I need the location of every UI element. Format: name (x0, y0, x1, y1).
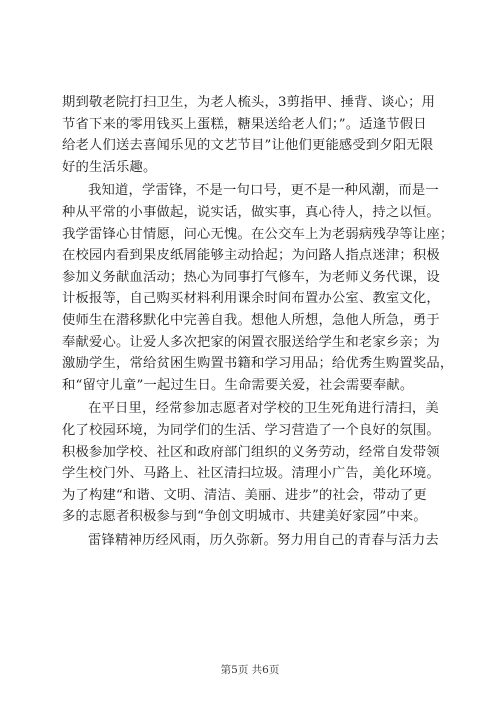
text-line: 雷锋精神历经风雨，历久弥新。努力用自己的青春与活力去 (88, 532, 439, 548)
text-line: 多的志愿者积极参与到“争创文明城市、共建美好家园”中来。 (62, 509, 427, 525)
text-line: 种从平常的小事做起，说实话，做实事，真心待人，持之以恒。 (62, 204, 440, 220)
paragraph-4 (62, 530, 438, 552)
paragraph-2 (62, 180, 454, 396)
text-line: 学生校门外、马路上、社区清扫垃圾。清理小广告，美化环境。 (62, 466, 440, 482)
text-line: 为了构建“和谐、文明、清洁、美丽、进步”的社会，带动了更 (62, 487, 427, 503)
text-line: 给老人们送去喜闻乐见的文艺节目”让他们更能感受到夕阳无限 (62, 138, 434, 154)
text-line: 积极参加学校、社区和政府部门组织的义务劳动，经常自发带领 (62, 444, 440, 460)
paragraph-3 (62, 398, 438, 528)
text-line: 参加义务献血活动；热心为同事打气修车，为老师义务代课，设 (62, 269, 440, 285)
text-line: 奉献爱心。让爱人多次把家的闲置衣服送给学生和老家乡亲；为 (62, 334, 440, 350)
text-line: 节省下来的零用钱买上蛋糕，糖果送给老人们；”。适逢节假日 (62, 116, 427, 132)
text-line: 计板报等，自己购买材料利用课余时间布置办公室、教室文化， (62, 291, 440, 307)
text-line: 在校园内看到果皮纸屑能够主动拾起；为问路人指点迷津；积极 (62, 248, 440, 264)
text-line: 我知道，学雷锋，不是一句口号，更不是一种风潮，而是一 (88, 183, 439, 199)
paragraph-1 (62, 92, 438, 178)
page-footer: 第5页 共6页 (220, 664, 280, 676)
text-line: 和“留守儿童”一起过生日。生命需要关爱，社会需要奉献。 (62, 377, 414, 393)
text-line: 激励学生，常给贫困生购置书籍和学习用品；给优秀生购置奖品， (62, 356, 454, 372)
text-line: 我学雷锋心甘情愿，问心无愧。在公交车上为老弱病残孕等让座； (62, 226, 454, 242)
text-line: 期到敬老院打扫卫生，为老人梳头，3剪指甲、捶背、谈心；用 (62, 95, 436, 110)
text-line: 好的生活乐趣。 (62, 159, 157, 175)
document-body (62, 92, 454, 553)
text-line: 化了校园环境，为同学们的生活、学习营造了一个良好的氛围。 (62, 422, 440, 438)
text-line: 在平日里，经常参加志愿者对学校的卫生死角进行清扫，美 (88, 401, 439, 417)
text-line: 使师生在潜移默化中完善自我。想他人所想，急他人所急，勇于 (62, 312, 440, 328)
